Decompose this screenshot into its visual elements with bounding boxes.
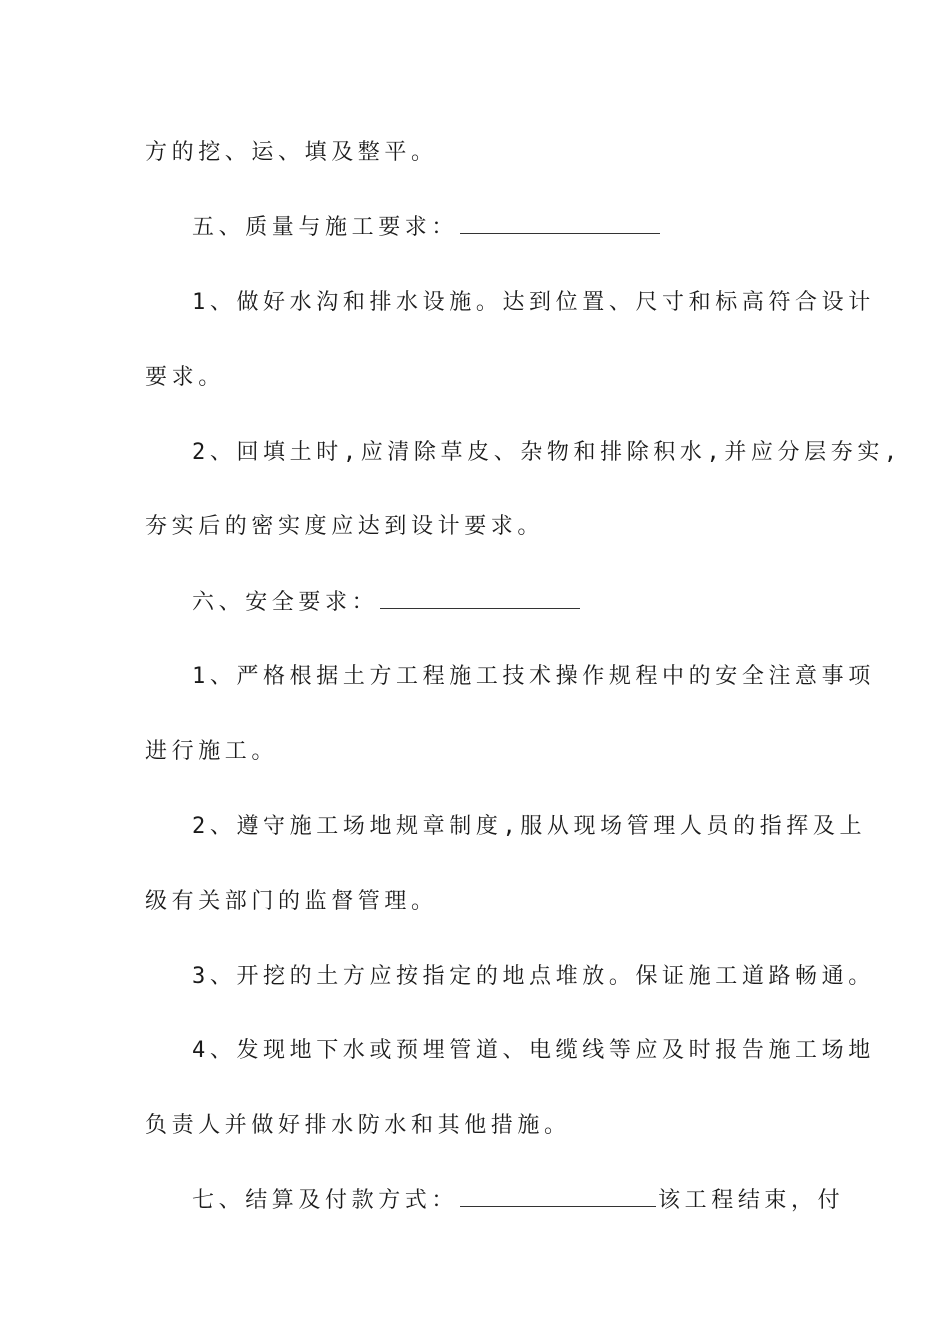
section-heading-quality — [192, 213, 662, 243]
section-heading-text: 五、质量与施工要求： — [192, 215, 459, 240]
paragraph-line: 夯实后的密实度应达到设计要求。 — [145, 514, 545, 539]
paragraph-line: 2、回填土时,应清除草皮、杂物和排除积水,并应分层夯实, — [192, 440, 902, 465]
paragraph-line: 要求。 — [145, 365, 225, 390]
fill-in-blank[interactable] — [380, 590, 580, 609]
paragraph-line: 进行施工。 — [145, 739, 279, 764]
paragraph-line: 方的挖、运、填及整平。 — [145, 140, 438, 165]
paragraph-line: 4、发现地下水或预埋管道、电缆线等应及时报告施工场地 — [192, 1038, 875, 1063]
section-heading-payment — [192, 1186, 844, 1216]
paragraph-line: 级有关部门的监督管理。 — [145, 889, 438, 914]
trailing-text: 该工程结束，付 — [658, 1188, 845, 1213]
paragraph-line: 2、遵守施工场地规章制度,服从现场管理人员的指挥及上 — [192, 814, 867, 839]
section-heading-text: 七、结算及付款方式： — [192, 1188, 459, 1213]
paragraph-line: 1、做好水沟和排水设施。达到位置、尺寸和标高符合设计 — [192, 290, 875, 315]
paragraph-line: 3、开挖的土方应按指定的地点堆放。保证施工道路畅通。 — [192, 964, 875, 989]
fill-in-blank[interactable] — [460, 215, 660, 234]
fill-in-blank[interactable] — [460, 1188, 656, 1207]
paragraph-line: 1、严格根据土方工程施工技术操作规程中的安全注意事项 — [192, 664, 875, 689]
section-heading-safety — [192, 588, 582, 618]
section-heading-text: 六、安全要求： — [192, 590, 379, 615]
paragraph-line: 负责人并做好排水防水和其他措施。 — [145, 1113, 571, 1138]
